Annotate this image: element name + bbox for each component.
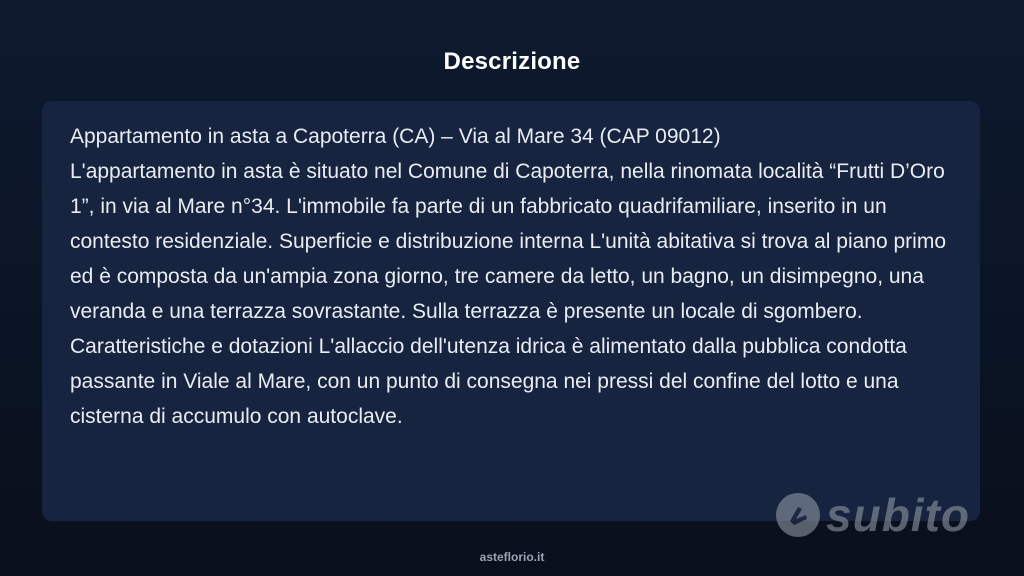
subito-watermark bbox=[776, 489, 970, 541]
subito-watermark-text: subito bbox=[826, 489, 970, 541]
subito-logo-icon bbox=[776, 493, 820, 537]
description-text bbox=[70, 119, 952, 434]
description-heading: Appartamento in asta a Capoterra (CA) – Via al Mare 34 (CAP 09012) bbox=[70, 125, 721, 148]
footer-site-label: asteflorio.it bbox=[479, 550, 545, 564]
description-body: L'appartamento in asta è situato nel Comune di Capoterra, nella rinomata località “Frutti D’Oro 1”, in via al Mare n°34. L'immobile fa parte di un fabbricato quadrifamiliare, inserito in un contesto residenziale. Superficie e distribuzione interna L'unità abitativa si trova al piano primo ed è composta da un'ampia zona giorno, tre camere da letto, un bagno, un disimpegno, una veranda e una terrazza sovrastante. Sulla terrazza è presente un locale di sgombero. Caratteristiche e dotazioni L'allaccio dell'utenza idrica è alimentato dalla pubblica condotta passante in Viale al Mare, con un punto di consegna nei pressi del confine del lotto e una cisterna di accumulo con autoclave. bbox=[70, 160, 947, 428]
page-title: Descrizione bbox=[443, 48, 581, 75]
description-card bbox=[42, 101, 980, 521]
